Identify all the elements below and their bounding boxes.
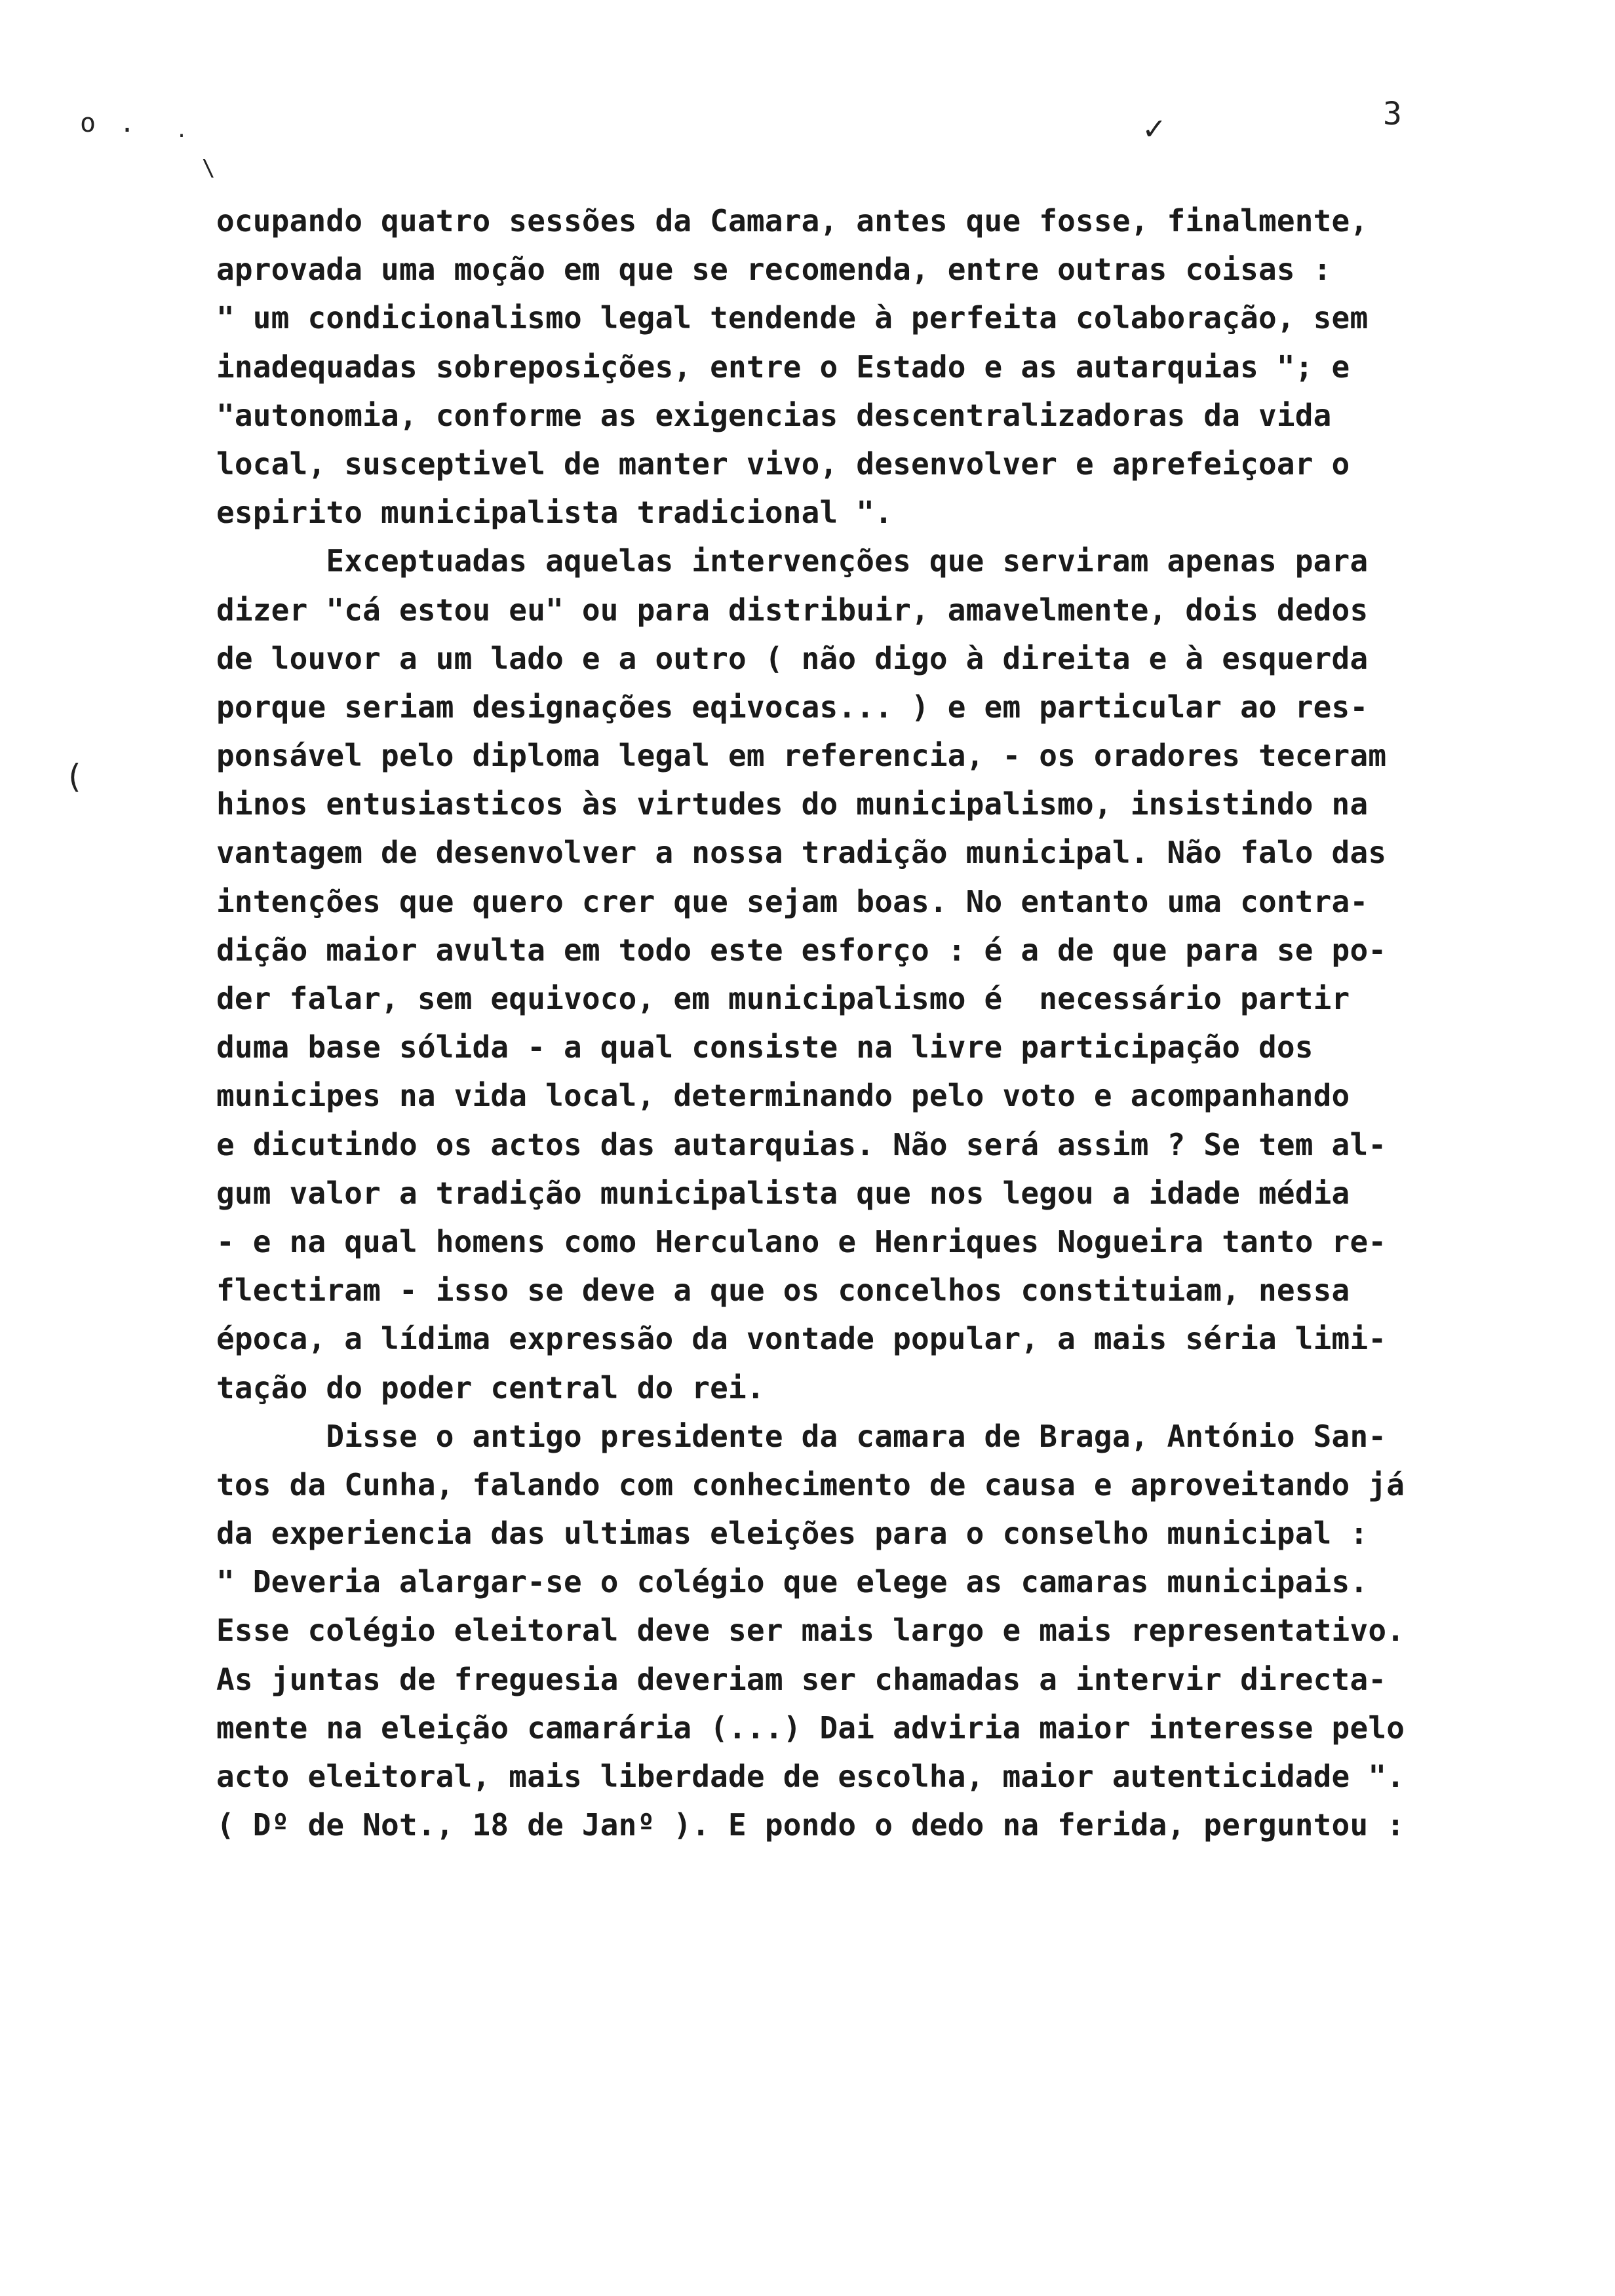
text-line: As juntas de freguesia deveriam ser chamadas a intervir directa- [216, 1661, 1387, 1697]
text-line: porque seriam designações eqivocas... ) e em particular ao res- [216, 689, 1369, 725]
body-text [216, 197, 1534, 1849]
text-line: gum valor a tradição municipalista que nos legou a idade média [216, 1175, 1350, 1211]
text-line: municipes na vida local, determinando pelo voto e acompanhando [216, 1078, 1350, 1114]
text-line: " Deveria alargar-se o colégio que elege as camaras municipais. [216, 1564, 1369, 1600]
text-line: flectiram - isso se deve a que os concelhos constituiam, nessa [216, 1272, 1350, 1309]
text-line: tos da Cunha, falando com conhecimento de causa e aproveitando já [216, 1466, 1405, 1502]
text-line: - e na qual homens como Herculano e Henriques Nogueira tanto re- [216, 1223, 1387, 1259]
margin-mark-dot: . [119, 108, 136, 138]
text-line: mente na eleição camarária (...) Dai adviria maior interesse pelo [216, 1710, 1405, 1746]
text-line: de louvor a um lado e a outro ( não digo à direita e à esquerda [216, 640, 1369, 676]
text-line: hinos entusiasticos às virtudes do municipalismo, insistindo na [216, 786, 1369, 822]
text-line: local, susceptivel de manter vivo, desenvolver e aprefeiçoar o [216, 446, 1350, 482]
text-line: Disse o antigo presidente da camara de Braga, António San- [216, 1418, 1387, 1454]
text-line: Esse colégio eleitoral deve ser mais largo e mais representativo. [216, 1613, 1405, 1649]
text-line: tação do poder central do rei. [216, 1369, 765, 1406]
text-line: " um condicionalismo legal tendende à perfeita colaboração, sem [216, 300, 1369, 336]
page-number: 3 [1383, 96, 1402, 132]
text-line: ( Dº de Not., 18 de Janº ). E pondo o dedo na ferida, perguntou : [216, 1807, 1405, 1843]
text-line: intenções que quero crer que sejam boas. No entanto uma contra- [216, 883, 1369, 919]
text-line: "autonomia, conforme as exigencias descentralizadoras da vida [216, 397, 1332, 433]
text-line: aprovada uma moção em que se recomenda, entre outras coisas : [216, 252, 1332, 288]
handwritten-bracket-mark: ( [64, 757, 85, 795]
margin-mark-dot: . [176, 119, 188, 142]
text-line: ponsável pelo diploma legal em referencia, - os oradores teceram [216, 738, 1387, 774]
handwritten-check-mark: ✓ [1144, 109, 1165, 148]
text-line: da experiencia das ultimas eleições para o conselho municipal : [216, 1516, 1369, 1552]
text-line: e dicutindo os actos das autarquias. Não será assim ? Se tem al- [216, 1126, 1387, 1162]
text-line: acto eleitoral, mais liberdade de escolha, maior autenticidade ". [216, 1759, 1405, 1794]
handwritten-tick-mark: \ [202, 155, 216, 182]
text-line: dizer "cá estou eu" ou para distribuir, amavelmente, dois dedos [216, 592, 1369, 628]
text-line: inadequadas sobreposições, entre o Estado e as autarquias "; e [216, 349, 1350, 385]
text-line: Exceptuadas aquelas intervenções que serviram apenas para [216, 543, 1369, 579]
text-line: der falar, sem equivoco, em municipalismo é necessário partir [216, 981, 1350, 1016]
margin-mark-o: o [80, 108, 96, 138]
text-line: dição maior avulta em todo este esforço : é a de que para se po- [216, 932, 1387, 968]
text-line: espirito municipalista tradicional ". [216, 495, 893, 531]
text-line: ocupando quatro sessões da Camara, antes que fosse, finalmente, [216, 203, 1369, 239]
text-line: vantagem de desenvolver a nossa tradição municipal. Não falo das [216, 835, 1387, 871]
text-line: época, a lídima expressão da vontade popular, a mais séria limi- [216, 1321, 1387, 1357]
text-line: duma base sólida - a qual consiste na livre participação dos [216, 1029, 1313, 1065]
